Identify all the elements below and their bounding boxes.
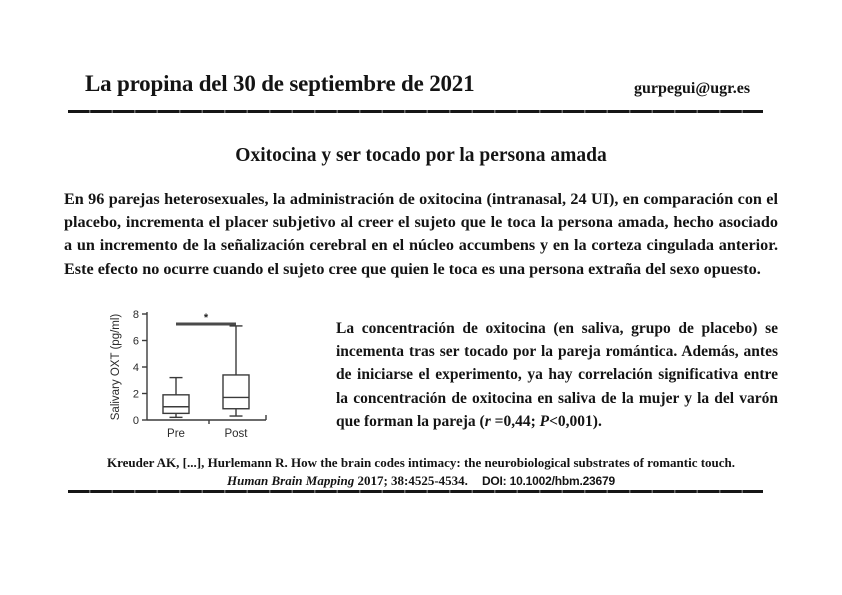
citation-block [0, 454, 842, 490]
significance-marker [176, 312, 236, 324]
citation-doi: DOI: 10.1002/hbm.23679 [481, 473, 615, 488]
y-tick-label: 4 [132, 361, 139, 374]
figure-caption [336, 317, 778, 433]
article-lead-paragraph: En 96 parejas heterosexuales, la administración de oxitocina (intranasal, 24 UI), en comparación con el placebo, incrementa el placer subjetivo al creer el sujeto que le toca la persona amada, hecho asociado a un incremento de la señalización cerebral en el núcleo accumbens y en la corteza cingulada anterior. Este efecto no ocurre cuando el sujeto cree que quien le toca es una persona extraña del sexo opuesto. [64, 190, 778, 278]
x-category-label: Pre [167, 428, 185, 440]
citation-journal: Human Brain Mapping [227, 472, 355, 488]
article-heading: Oxitocina y ser tocado por la persona amada [235, 145, 607, 166]
y-tick-label: 6 [132, 335, 139, 348]
x-category-label: Post [224, 428, 248, 440]
y-axis-label: Salivary OXT (pg/ml) [110, 313, 122, 421]
masthead-email: gurpegui@ugr.es [634, 80, 751, 97]
y-tick-label: 8 [132, 308, 139, 321]
y-tick-label: 2 [132, 388, 139, 401]
box-pre [163, 378, 189, 440]
box-post [223, 326, 249, 440]
caption-text-1: La concentración de oxitocina (en saliva, grupo de placebo) se incementa tras ser tocado por la pareja romántica. Además, antes de iniciarse el experimento, ya hay correlación significativa entre la concentración de oxitocina en saliva de la mujer y la del varón que forman la pareja ( [336, 320, 778, 430]
divider-bottom [68, 490, 763, 493]
caption-text-3: <0,001). [549, 412, 602, 430]
oxt-boxplot-chart [95, 299, 325, 449]
caption-r-variable: r [484, 412, 491, 430]
caption-text-2: =0,44; [490, 412, 540, 430]
masthead-title: La propina del 30 de septiembre de 2021 [85, 71, 475, 96]
divider-top [68, 110, 763, 113]
citation-journal-line [0, 472, 842, 491]
citation-authors-title: Kreuder AK, [...], Hurlemann R. How the brain codes intimacy: the neurobiological substrates of romantic touch. [106, 455, 736, 470]
significance-asterisk: * [203, 311, 209, 324]
oxt-boxplot-figure [95, 299, 325, 449]
caption-p-variable: P [539, 412, 550, 430]
y-tick-label: 0 [132, 414, 139, 427]
citation-volume: 2017; 38:4525-4534. [354, 472, 468, 488]
